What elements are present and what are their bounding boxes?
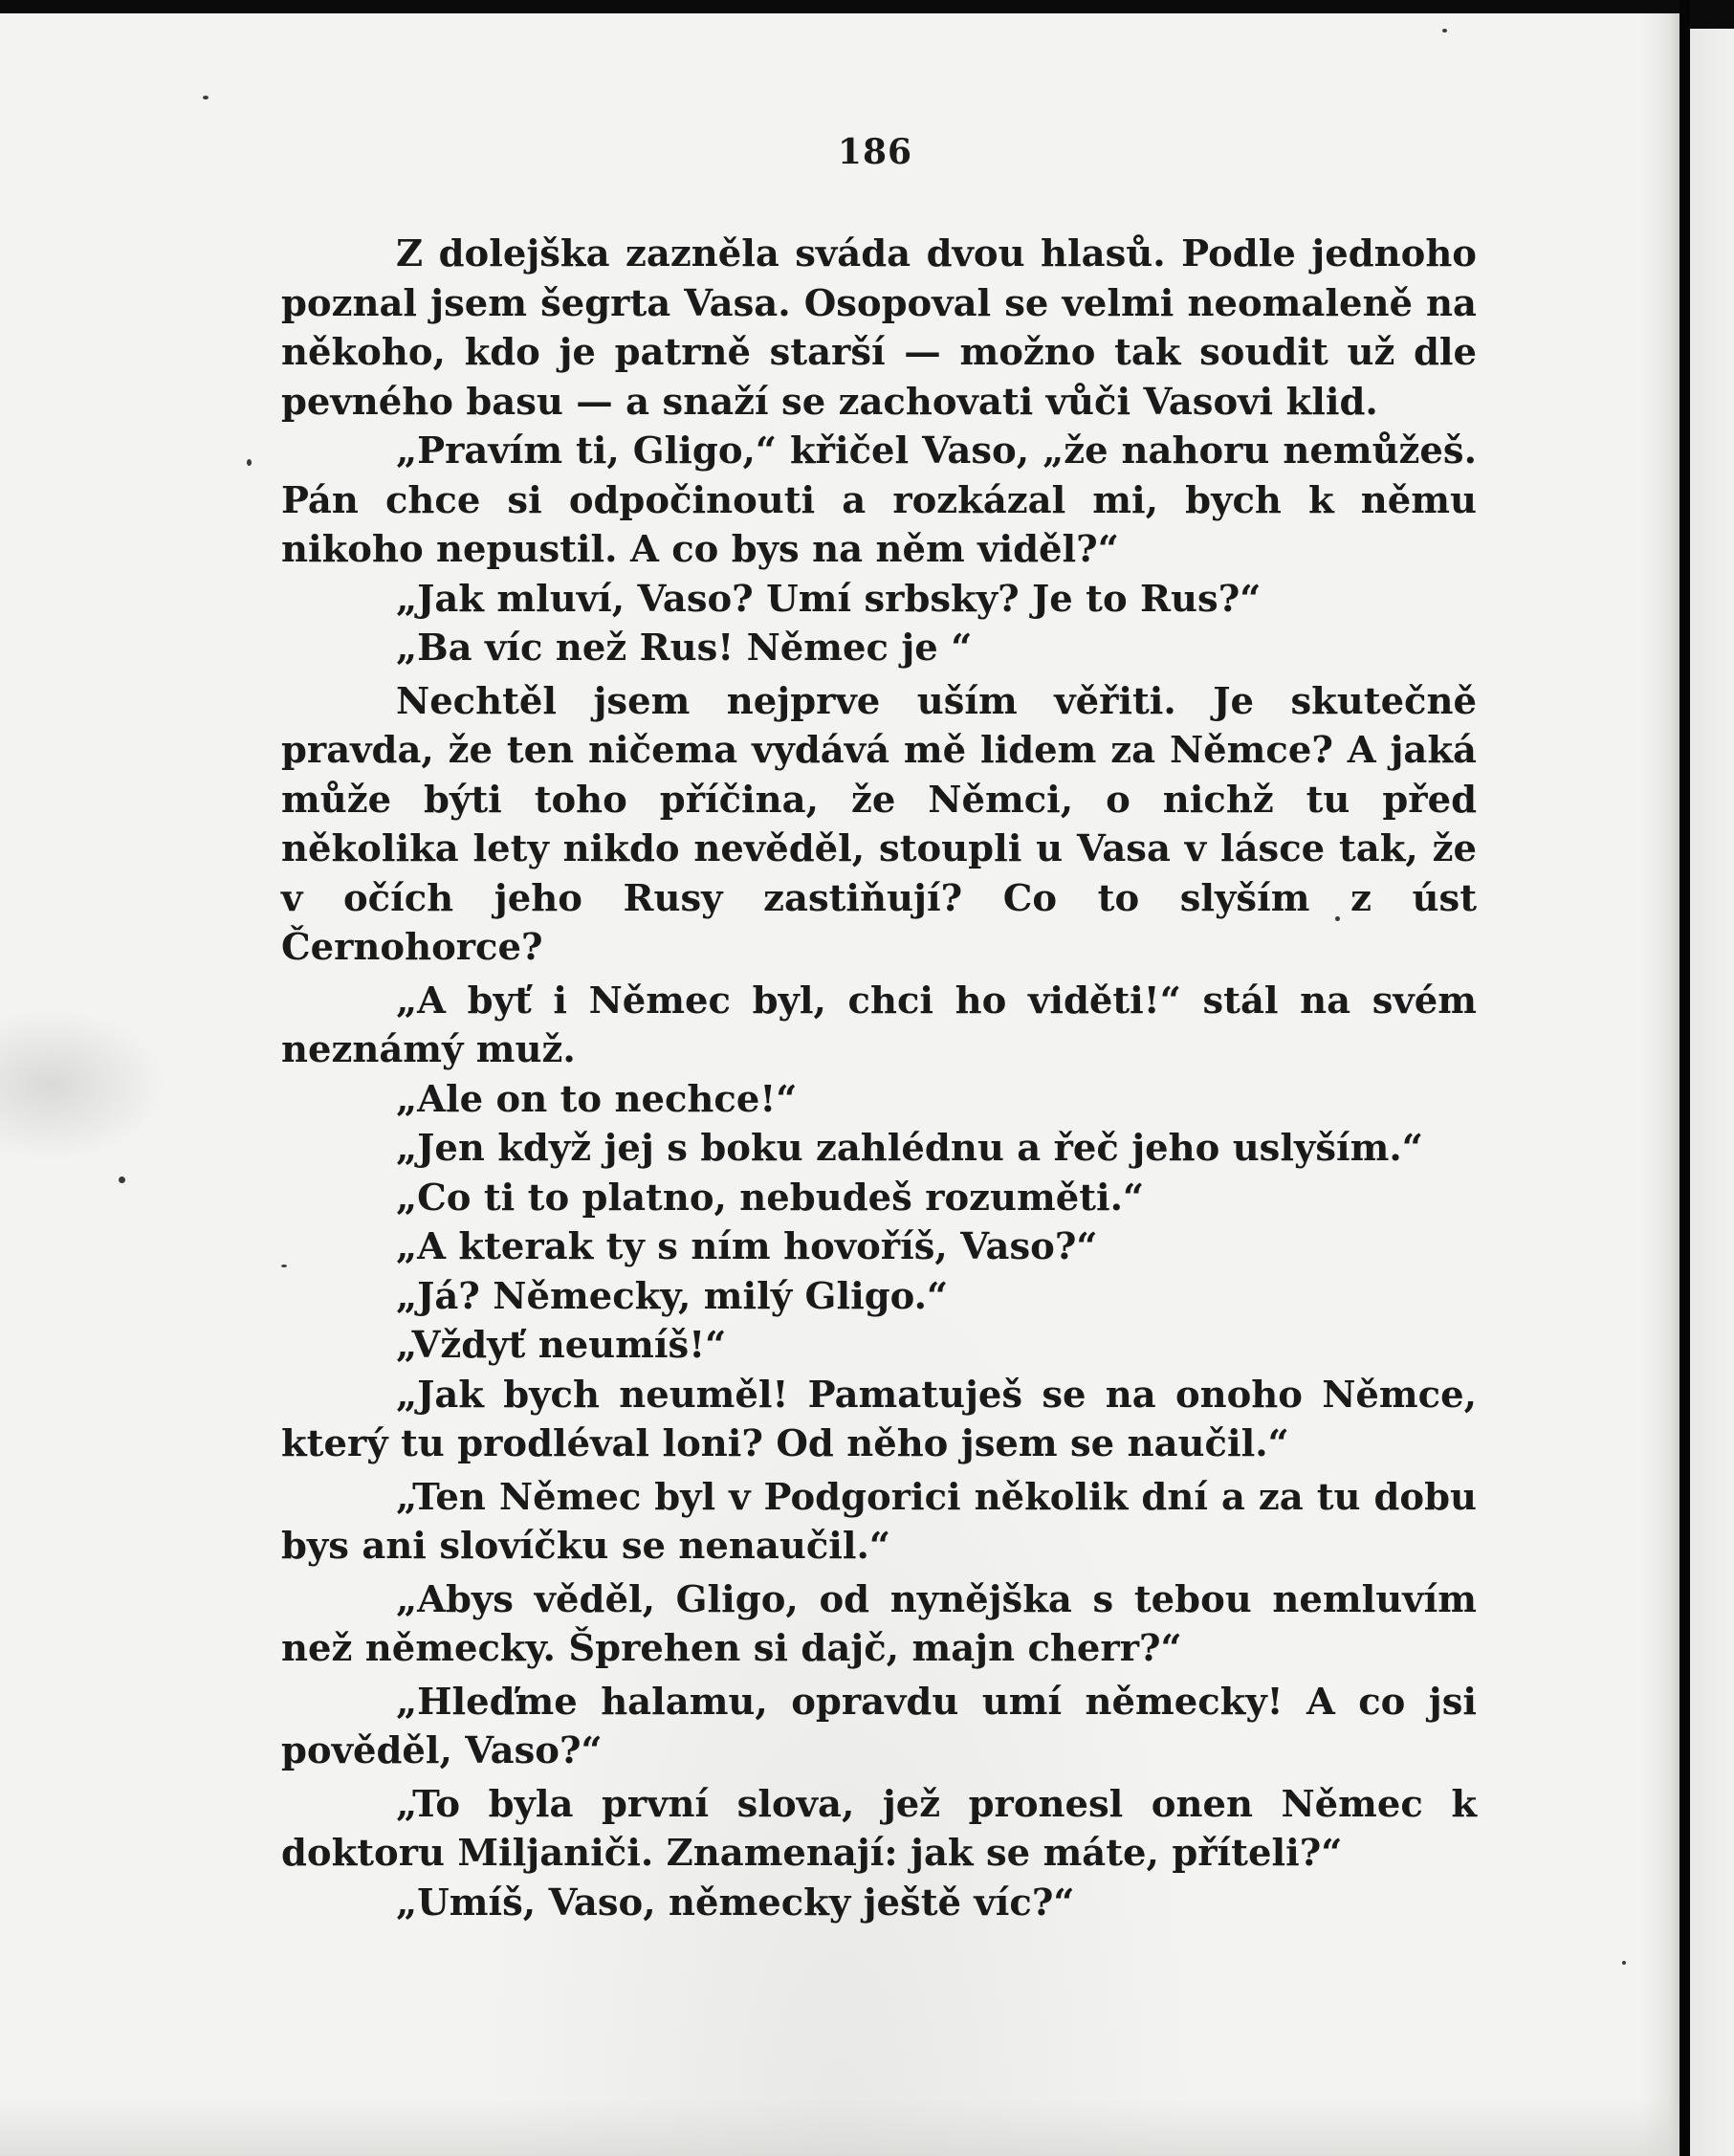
paragraph: „A kterak ty s ním hovoříš, Vaso?“ [396,1225,1098,1268]
paragraph: „Jak bych neuměl! Pamatuješ se na onoho Němce, který tu prodléval loni? Od něho jsem se naučil.“ [281,1373,1477,1465]
page-number: 186 [837,132,913,172]
paragraph: „Abys věděl, Gligo, od nynějška s tebou nemluvím než německy. Šprehen si dajč, majn cherr?“ [281,1577,1477,1670]
paragraph: „Jen když jej s boku zahlédnu a řeč jeho uslyším.“ [396,1127,1423,1170]
scan-speck [1622,1961,1626,1965]
paragraph: Nechtěl jsem nejprve uším věřiti. Je skutečně pravda, že ten ničema vydává mě lidem za Němce? A jaká může býti toho příčina, že Němci, o nichž tu před několika lety nikdo nevěděl, stoupli u Vasa v lásce tak, že v očích jeho Rusy zastiňují? Co to slyším z úst Černohorce? [281,679,1477,969]
paragraph: „Ten Němec byl v Podgorici několik dní a za tu dobu bys ani slovíčku se nenaučil.“ [281,1475,1477,1568]
paragraph: „Co ti to platno, nebudeš rozuměti.“ [396,1176,1145,1220]
paragraph: „Umíš, Vaso, německy ještě víc?“ [396,1881,1075,1925]
scan-speck [203,96,209,99]
scan-speck [247,459,252,466]
paragraph: „Vždyť neumíš!“ [396,1324,727,1367]
paragraph: „To byla první slova, jež pronesl onen Němec k doktoru Miljaniči. Znamenají: jak se máte, příteli?“ [281,1782,1477,1875]
paragraph: „Ba víc než Rus! Němec je “ [396,627,973,670]
next-page-sliver [1690,29,1734,2156]
scan-speck [1442,29,1447,33]
binding-strip [1679,0,1690,2156]
page-edge-shadow [1641,13,1679,2156]
paragraph: „Hleďme halamu, opravdu umí německy! A co jsi pověděl, Vaso?“ [281,1680,1477,1772]
paragraph: „Jak mluví, Vaso? Umí srbsky? Je to Rus?“ [396,577,1262,621]
paragraph: „A byť i Němec byl, chci ho viděti!“ stál na svém neznámý muž. [281,979,1477,1071]
body-text [281,230,1477,1927]
paragraph: „Já? Německy, milý Gligo.“ [396,1274,949,1318]
paragraph: „Pravím ti, Gligo,“ křičel Vaso, „že nahoru nemůžeš. Pán chce si odpočinouti a rozkázal mi, bych k němu nikoho nepustil. A co bys na něm viděl?“ [281,429,1477,571]
paragraph: Z dolejška zazněla sváda dvou hlasů. Podle jednoho poznal jsem šegrta Vasa. Osopoval se velmi neomaleně na někoho, kdo je patrně starší — možno tak soudit už dle pevného basu — a snaží se zachovati vůči Vasovi klid. [281,232,1477,424]
paragraph: „Ale on to nechce!“ [396,1077,798,1121]
page-bottom-shadow [0,2099,1679,2156]
scan-speck [119,1177,125,1183]
